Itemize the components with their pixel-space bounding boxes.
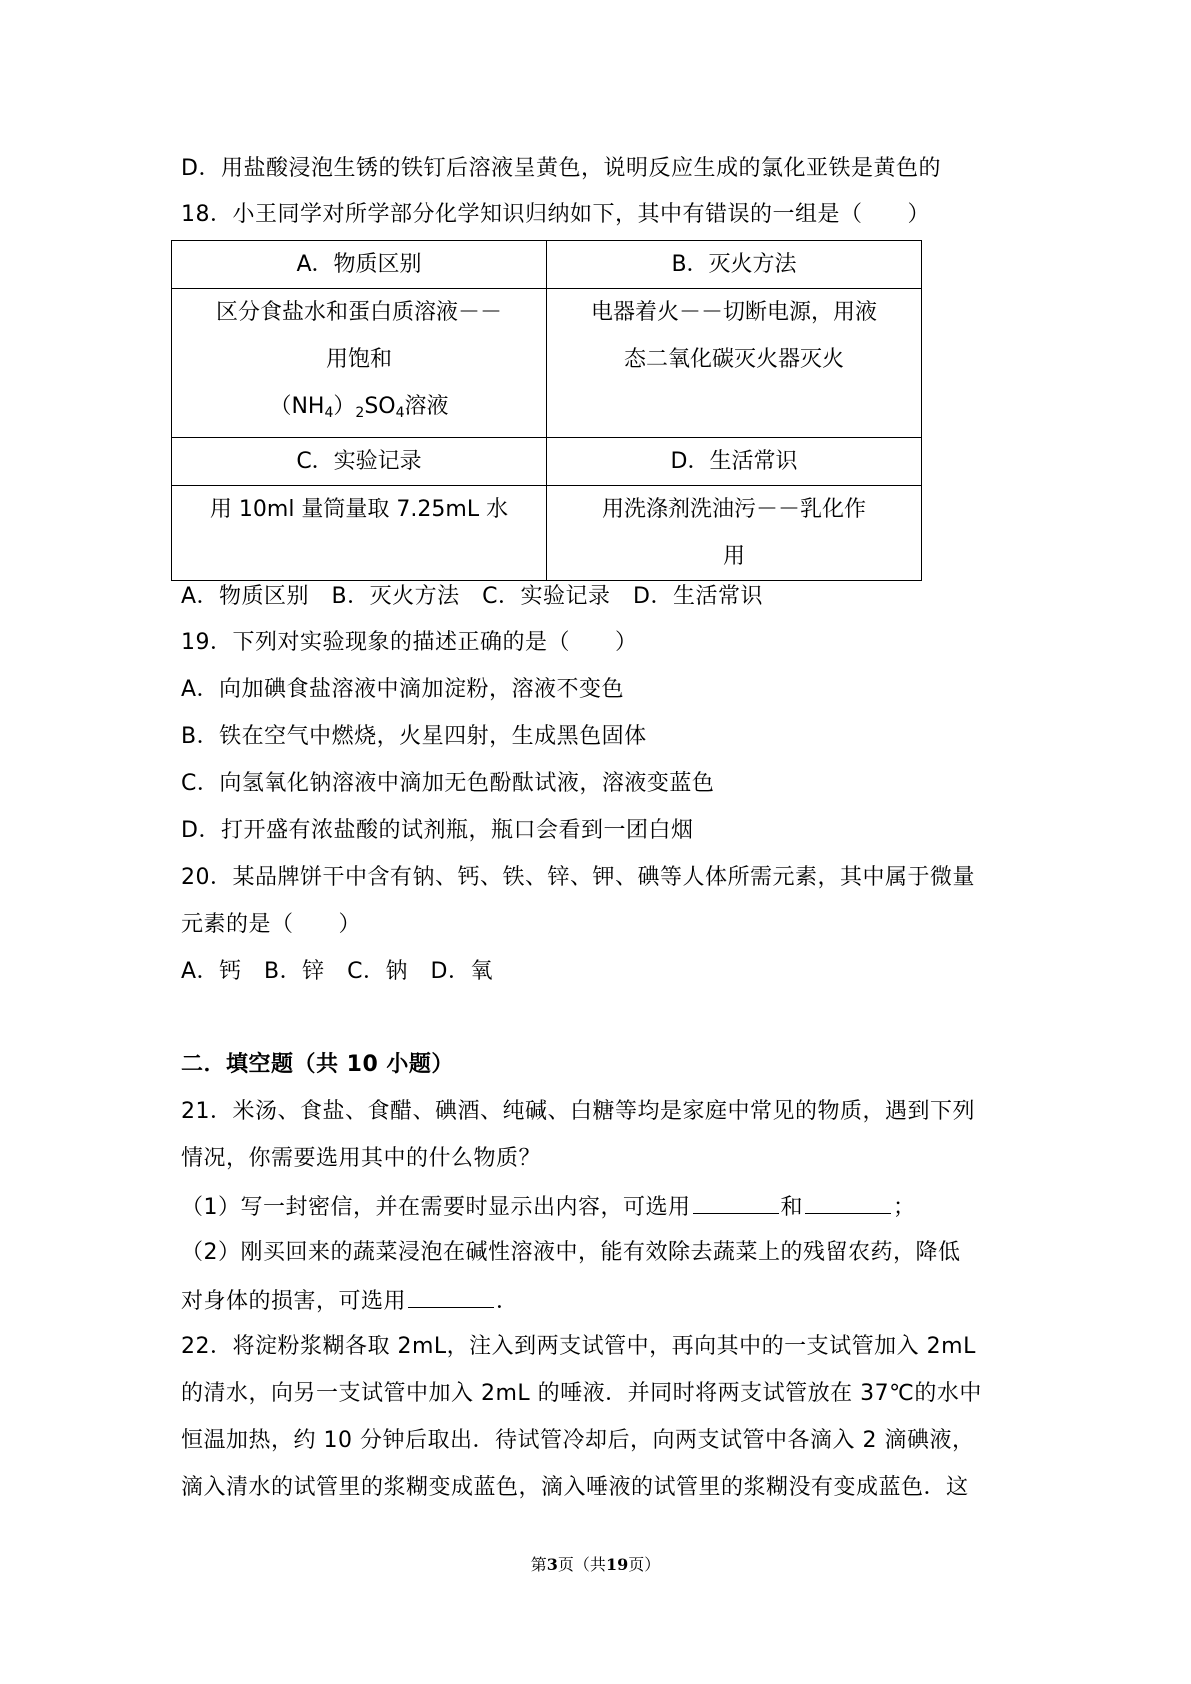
- answer-blank[interactable]: [805, 1191, 891, 1214]
- footer-text: 页（共: [557, 1555, 606, 1574]
- q21-sub1-text: （1）写一封密信，并在需要时显示出内容，可选用: [181, 1195, 691, 1220]
- q17-option-d: D．用盐酸浸泡生锈的铁钉后溶液呈黄色，说明反应生成的氯化亚铁是黄色的: [181, 156, 941, 181]
- table-head-c: C．实验记录: [172, 438, 547, 486]
- q21-sub1-conjunction: 和: [780, 1195, 804, 1220]
- formula-subscript: 2: [355, 405, 365, 421]
- q19-option-d: D．打开盛有浓盐酸的试剂瓶，瓶口会看到一团白烟: [181, 818, 694, 843]
- q18-stem: 18．小王同学对所学部分化学知识归纳如下，其中有错误的一组是（ ）: [181, 202, 930, 227]
- total-pages: 19: [605, 1555, 629, 1574]
- q21-stem-line1: 21．米汤、食盐、食醋、碘酒、纯碱、白糖等均是家庭中常见的物质，遇到下列: [181, 1099, 975, 1124]
- answer-blank[interactable]: [693, 1191, 779, 1214]
- knowledge-table: [171, 240, 922, 581]
- page-number: 3: [546, 1555, 558, 1574]
- q21-stem-line2: 情况，你需要选用其中的什么物质？: [181, 1146, 542, 1171]
- q21-sub2-end: ．: [496, 1289, 519, 1314]
- table-cell-b: [547, 289, 922, 438]
- formula-part: ）: [333, 394, 356, 419]
- q20-stem-line1: 20．某品牌饼干中含有钠、钙、铁、锌、钾、碘等人体所需元素，其中属于微量: [181, 865, 975, 890]
- table-cell-a: [172, 289, 547, 438]
- footer-text: 页）: [628, 1555, 661, 1574]
- q21-sub2-text: 对身体的损害，可选用: [181, 1289, 407, 1314]
- q19-stem: 19．下列对实验现象的描述正确的是（ ）: [181, 630, 638, 655]
- answer-blank[interactable]: [408, 1285, 494, 1308]
- table-head-b: B．灭火方法: [547, 241, 922, 289]
- table-cell-a-line1: 区分食盐水和蛋白质溶液－－: [215, 300, 502, 325]
- table-cell-c: [172, 486, 547, 581]
- q22-line1: 22．将淀粉浆糊各取 2mL，注入到两支试管中，再向其中的一支试管加入 2mL: [181, 1334, 976, 1359]
- q19-option-c: C．向氢氧化钠溶液中滴加无色酚酞试液，溶液变蓝色: [181, 771, 715, 796]
- table-cell-a-line2: 用饱和: [325, 347, 392, 372]
- table-cell-c-line1: 用 10ml 量筒量取 7.25mL 水: [209, 497, 509, 522]
- q20-stem-line2: 元素的是（ ）: [181, 912, 362, 937]
- footer-text: 第: [530, 1555, 547, 1574]
- q21-sub2-line1: （2）刚买回来的蔬菜浸泡在碱性溶液中，能有效除去蔬菜上的残留农药，降低: [181, 1240, 961, 1265]
- q21-sub1: [181, 1191, 916, 1223]
- page-footer: [0, 1552, 1191, 1575]
- q19-option-b: B．铁在空气中燃烧，火星四射，生成黑色固体: [181, 724, 647, 749]
- section-heading: 二．填空题（共 10 小题）: [181, 1052, 454, 1077]
- formula-subscript: 4: [395, 405, 405, 421]
- table-cell-b-line2: 态二氧化碳灭火器灭火: [623, 347, 844, 372]
- q21-sub2-line2: [181, 1285, 519, 1317]
- table-head-a: A．物质区别: [172, 241, 547, 289]
- q22-line2: 的清水，向另一支试管中加入 2mL 的唾液．并同时将两支试管放在 37℃的水中: [181, 1381, 982, 1406]
- q20-options: A．钙 B．锌 C．钠 D．氧: [181, 959, 493, 984]
- q19-option-a: A．向加碘食盐溶液中滴加淀粉，溶液不变色: [181, 677, 625, 702]
- table-head-d: D．生活常识: [547, 438, 922, 486]
- q21-sub1-end: ；: [893, 1195, 916, 1220]
- table-cell-d-line1: 用洗涤剂洗油污－－乳化作: [601, 497, 866, 522]
- formula-part: （NH: [269, 394, 325, 419]
- q22-line4: 滴入清水的试管里的浆糊变成蓝色，滴入唾液的试管里的浆糊没有变成蓝色．这: [181, 1475, 969, 1500]
- formula-part: 溶液: [404, 394, 449, 419]
- q18-options: A．物质区别 B．灭火方法 C．实验记录 D．生活常识: [181, 584, 763, 609]
- formula-part: SO: [364, 394, 396, 419]
- table-cell-d: [547, 486, 922, 581]
- table-cell-b-line1: 电器着火－－切断电源，用液: [590, 300, 877, 325]
- formula-subscript: 4: [324, 405, 334, 421]
- table-cell-a-line3: [180, 383, 538, 437]
- table-cell-d-line2: 用: [722, 544, 745, 569]
- q22-line3: 恒温加热，约 10 分钟后取出．待试管冷却后，向两支试管中各滴入 2 滴碘液，: [181, 1428, 975, 1453]
